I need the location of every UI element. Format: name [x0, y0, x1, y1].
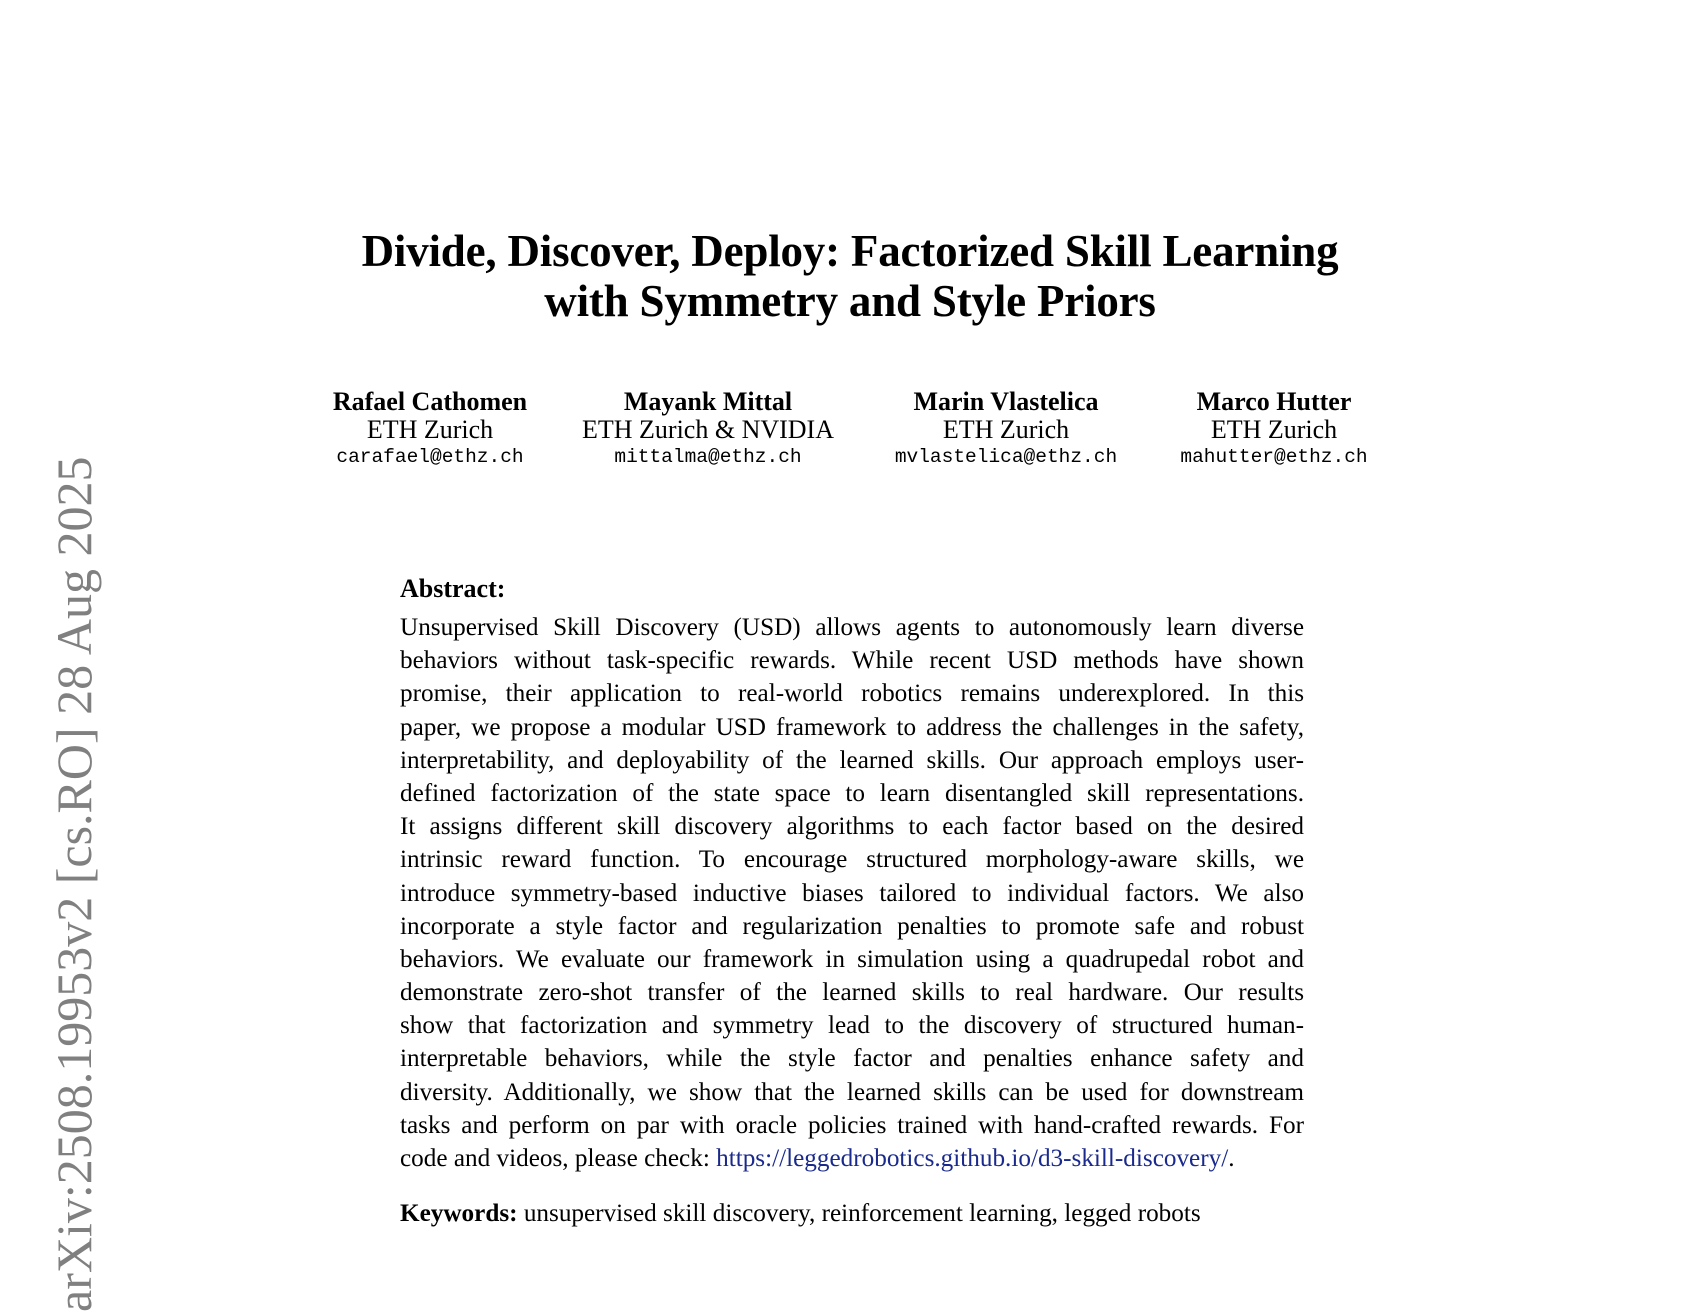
- keywords-line: [400, 1197, 1304, 1230]
- abstract-line: behaviors. We evaluate our framework in simulation using a quadrupedal robot and: [400, 945, 1304, 973]
- author-rafael-cathomen: [280, 388, 580, 471]
- author-marin-vlastelica: [856, 388, 1156, 471]
- author-name: Mayank Mittal: [623, 387, 793, 416]
- abstract-line: interpretable behaviors, while the style factor and penalties enhance safety and: [400, 1045, 1304, 1073]
- abstract-line: intrinsic reward function. To encourage structured morphology-aware skills, we: [400, 846, 1304, 874]
- abstract-line: paper, we propose a modular USD framework to address the challenges in the safety,: [400, 713, 1304, 741]
- title-line-1: Divide, Discover, Deploy: Factorized Skill Learning: [361, 226, 1339, 276]
- abstract-line: Unsupervised Skill Discovery (USD) allows agents to autonomously learn diverse: [400, 614, 1304, 641]
- author-email[interactable]: mvlastelica@ethz.ch: [894, 446, 1118, 468]
- abstract-section: [400, 574, 1304, 1230]
- abstract-line: incorporate a style factor and regularization penalties to promote safe and robust: [400, 912, 1304, 940]
- abstract-last-line: [400, 1142, 1304, 1175]
- abstract-line: defined factorization of the state space to learn disentangled skill representations.: [400, 779, 1304, 807]
- author-affiliation: ETH Zurich: [942, 415, 1070, 444]
- author-name: Rafael Cathomen: [332, 387, 528, 416]
- author-name: Marin Vlastelica: [913, 387, 1099, 416]
- abstract-line: show that factorization and symmetry lead to the discovery of structured human-: [400, 1012, 1304, 1040]
- abstract-line: demonstrate zero-shot transfer of the learned skills to real hardware. Our results: [400, 979, 1304, 1007]
- abstract-line: tasks and perform on par with oracle policies trained with hand-crafted rewards. For: [400, 1111, 1304, 1139]
- keywords-text: unsupervised skill discovery, reinforcement learning, legged robots: [517, 1200, 1201, 1228]
- abstract-line: It assigns different skill discovery algorithms to each factor based on the desired: [400, 813, 1304, 841]
- abstract-link-prefix: code and videos, please check:: [400, 1145, 717, 1172]
- arxiv-stamp: arXiv:2508.19953v2 [cs.RO] 28 Aug 2025: [46, 456, 102, 1312]
- author-affiliation: ETH Zurich: [1210, 415, 1338, 444]
- author-affiliation: ETH Zurich & NVIDIA: [582, 415, 834, 444]
- author-email[interactable]: carafael@ethz.ch: [336, 446, 524, 468]
- abstract-line: promise, their application to real-world robotics remains underexplored. In this: [400, 680, 1304, 708]
- author-email[interactable]: mittalma@ethz.ch: [614, 446, 802, 468]
- abstract-line: introduce symmetry-based inductive biases tailored to individual factors. We also: [400, 879, 1304, 907]
- abstract-line: interpretability, and deployability of the learned skills. Our approach employs user-: [400, 746, 1304, 774]
- author-email[interactable]: mahutter@ethz.ch: [1180, 446, 1368, 468]
- project-page-link[interactable]: https://leggedrobotics.github.io/d3-skill-discovery/: [716, 1145, 1229, 1172]
- abstract-link-suffix: .: [1228, 1145, 1235, 1172]
- author-marco-hutter: [1124, 388, 1424, 471]
- title-line-2: with Symmetry and Style Priors: [544, 276, 1156, 326]
- keywords-label: Keywords:: [400, 1200, 518, 1228]
- paper-title: [0, 226, 1700, 326]
- author-block: [0, 388, 1700, 478]
- author-mayank-mittal: [558, 388, 858, 471]
- abstract-line: diversity. Additionally, we show that the learned skills can be used for downstream: [400, 1078, 1304, 1106]
- abstract-heading: Abstract:: [400, 574, 506, 603]
- author-name: Marco Hutter: [1196, 387, 1352, 416]
- abstract-line: behaviors without task-specific rewards. While recent USD methods have shown: [400, 647, 1304, 675]
- author-affiliation: ETH Zurich: [366, 415, 494, 444]
